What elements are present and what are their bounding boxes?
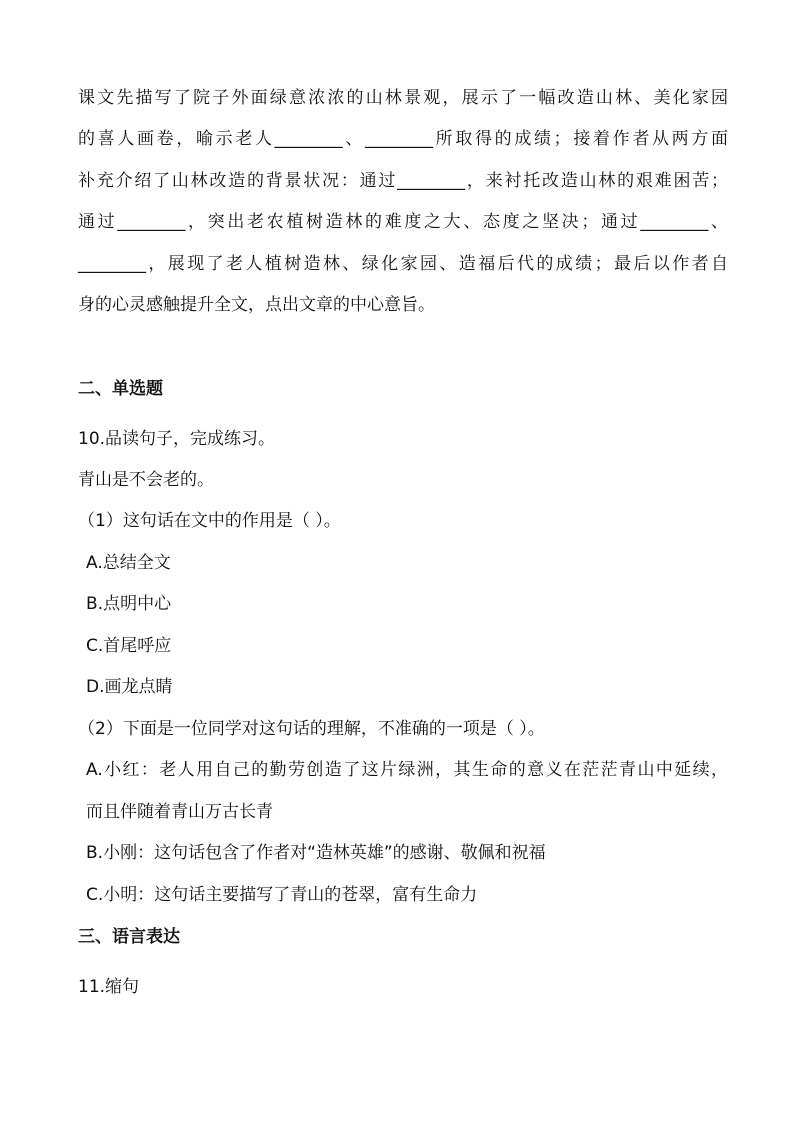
section-heading-language-expression: 三、语言表达 — [78, 927, 180, 947]
sub1-option-c: C.首尾呼应 — [86, 636, 172, 656]
sub2-option-a-line-1: A.小红：老人用自己的勤劳创造了这片绿洲，其生命的意义在茫茫青山中延续， — [86, 760, 728, 780]
sub2-option-c: C.小明：这句话主要描写了青山的苍翠，富有生命力 — [86, 885, 478, 905]
sub2-option-b: B.小刚：这句话包含了作者对“造林英雄”的感谢、敬佩和祝福 — [86, 843, 546, 863]
passage-line-4: 通过________，突出老农植树造林的难度之大、态度之坚决；通过________、 — [78, 212, 728, 232]
sub1-option-b: B.点明中心 — [86, 594, 172, 614]
question-10-sub2-stem: （2）下面是一位同学对这句话的理解，不准确的一项是（ ）。 — [78, 719, 545, 739]
passage-line-3: 补充介绍了山林改造的背景状况：通过________，来衬托改造山林的艰难困苦； — [78, 171, 728, 191]
passage-line-2: 的喜人画卷，喻示老人________、________所取得的成绩；接着作者从两方面 — [78, 129, 728, 149]
question-10-title: 10.品读句子，完成练习。 — [78, 429, 276, 449]
passage-line-5: ________，展现了老人植树造林、绿化家园、造福后代的成绩；最后以作者自 — [78, 254, 728, 274]
section-heading-single-choice: 二、单选题 — [78, 379, 163, 399]
question-10-sub1-stem: （1）这句话在文中的作用是（ ）。 — [78, 511, 341, 531]
question-11-title: 11.缩句 — [78, 977, 140, 997]
sub2-option-a-line-2: 而且伴随着青山万古长青 — [86, 802, 273, 822]
passage-line-6: 身的心灵感触提升全文，点出文章的中心意旨。 — [78, 295, 435, 315]
question-10-sentence: 青山是不会老的。 — [78, 470, 214, 490]
sub1-option-a: A.总结全文 — [86, 553, 171, 573]
sub1-option-d: D.画龙点睛 — [86, 677, 173, 697]
passage-line-1: 课文先描写了院子外面绿意浓浓的山林景观，展示了一幅改造山林、美化家园 — [78, 88, 728, 108]
